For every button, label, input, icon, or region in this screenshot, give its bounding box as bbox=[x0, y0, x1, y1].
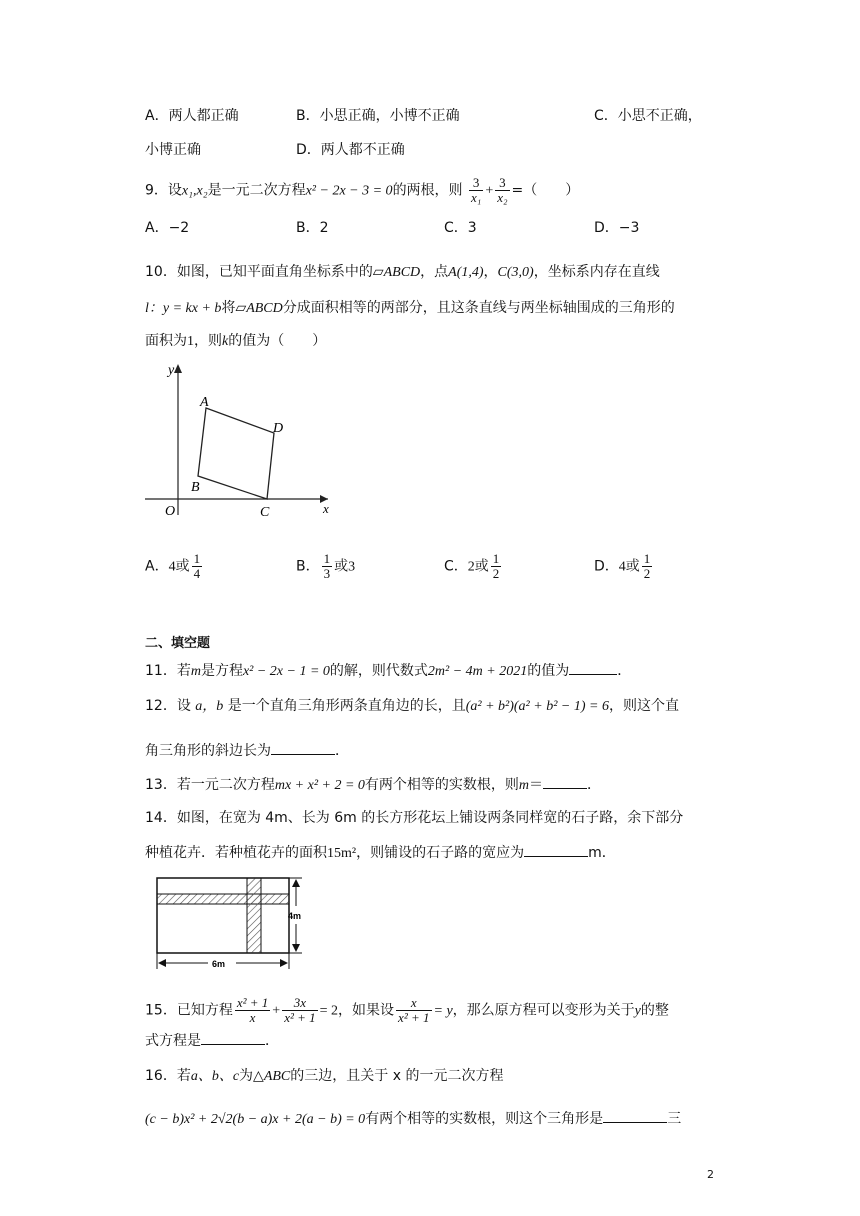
q8-option-d: D．两人都不正确 bbox=[296, 142, 405, 158]
q8-option-a: A．两人都正确 bbox=[145, 108, 239, 124]
arrow-left-icon bbox=[158, 959, 166, 967]
q15-line-1: 15．已知方程 $\frac{\text{x² + 1}}{x}$ + $\frac{3x}{\text{x² + 1}}$ = 2，如果设 $\frac{x}{\text{x² + 1}}$ = y，那么原方程可以变形为关于y的整 bbox=[145, 995, 669, 1025]
q9-option-b: B．2 bbox=[296, 220, 329, 236]
q10-line-1: 10．如图，已知平面直角坐标系中的▱ABCD，点A(1,4)，C(3,0)，坐标系内存在直线 bbox=[145, 264, 660, 280]
q8-option-c: C．小思不正确， bbox=[594, 108, 702, 124]
q16-line-2: (c − b)x² + 2√2(b − a)x + 2(a − b) = 0有两个相等的实数根，则这个三角形是 三 bbox=[145, 1108, 681, 1130]
length-label: 6m bbox=[212, 959, 226, 969]
answer-blank[interactable] bbox=[569, 660, 617, 675]
section-heading: 二、填空题 bbox=[145, 636, 211, 651]
q15-line-2: 式方程是 ． bbox=[145, 1030, 279, 1051]
label-y: y bbox=[168, 363, 175, 378]
label-c: C bbox=[260, 505, 270, 520]
q10-parallelogram-figure bbox=[140, 360, 340, 520]
answer-blank[interactable] bbox=[201, 1030, 265, 1045]
vertical-path bbox=[247, 878, 261, 953]
label-x: x bbox=[323, 501, 329, 516]
q9-option-c: C．3 bbox=[444, 220, 477, 236]
parallelogram-abcd bbox=[198, 408, 274, 499]
q9-fraction-1: $\frac{3}{\text{x₁}}$ bbox=[471, 175, 482, 205]
q10-option-b: B． $\frac{1}{3}$ 或3 bbox=[296, 551, 356, 581]
q16-line-1: 16．若a、b、c为△ABC的三边，且关于 x 的一元二次方程 bbox=[145, 1068, 504, 1084]
arrow-down-icon bbox=[292, 944, 300, 952]
answer-blank[interactable] bbox=[271, 740, 335, 755]
page-number: 2 bbox=[707, 1168, 714, 1181]
q14-line-1: 14．如图，在宽为 4m、长为 6m 的长方形花坛上铺设两条同样宽的石子路，余下部分 bbox=[145, 810, 684, 826]
q10-option-c: C．2或 $\frac{1}{2}$ bbox=[444, 551, 500, 581]
q8-option-c-continued: 小博正确 bbox=[145, 142, 201, 158]
flowerbed-rectangle bbox=[157, 878, 289, 953]
q10-option-d: D．4或 $\frac{1}{2}$ bbox=[594, 551, 651, 581]
q12-line-2: 角三角形的斜边长为 ． bbox=[145, 740, 349, 761]
arrow-up-icon bbox=[292, 879, 300, 887]
q10-line-3: 面积为1，则k的值为（ ） bbox=[145, 333, 327, 349]
q12-line-1: 12．设 a，b 是一个直角三角形两条直角边的长，且(a² + b²)(a² + b² − 1) = 6，则这个直 bbox=[145, 698, 679, 714]
label-o: O bbox=[165, 504, 176, 519]
q8-option-b: B．小思正确，小博不正确 bbox=[296, 108, 460, 124]
q14-flowerbed-figure bbox=[150, 870, 315, 970]
q9-question: 9．设x₁,x₂是一元二次方程x² − 2x − 3 = 0的两根，则 $\frac{3}{\text{x₁}}$ + $\frac{3}{\text{x₂}}$ =（ ） bbox=[145, 175, 580, 205]
q9-option-d: D．−3 bbox=[594, 220, 640, 236]
q14-line-2: 种植花卉．若种植花卉的面积15m²，则铺设的石子路的宽应为 m． bbox=[145, 842, 616, 864]
arrow-right-icon bbox=[280, 959, 288, 967]
q9-option-a: A．−2 bbox=[145, 220, 190, 236]
label-b: B bbox=[191, 480, 200, 495]
q10-line-2: l：y = kx + b将▱ABCD分成面积相等的两部分，且这条直线与两坐标轴围成的三角形的 bbox=[145, 300, 675, 316]
answer-blank[interactable] bbox=[603, 1108, 667, 1123]
label-d: D bbox=[273, 421, 284, 436]
q13-question: 13．若一元二次方程mx + x² + 2 = 0有两个相等的实数根，则m＝ ． bbox=[145, 774, 601, 796]
width-label: 4m bbox=[288, 911, 302, 921]
q9-fraction-2: $\frac{3}{\text{x₂}}$ bbox=[497, 175, 508, 205]
answer-blank[interactable] bbox=[524, 842, 588, 857]
q10-option-a: A．4或 $\frac{1}{4}$ bbox=[145, 551, 201, 581]
q11-question: 11．若m是方程x² − 2x − 1 = 0的解，则代数式2m² − 4m + 2021的值为 ． bbox=[145, 660, 631, 682]
answer-blank[interactable] bbox=[543, 774, 587, 789]
label-a: A bbox=[200, 395, 209, 410]
y-axis-arrow-icon bbox=[174, 364, 182, 373]
horizontal-path bbox=[157, 894, 289, 904]
